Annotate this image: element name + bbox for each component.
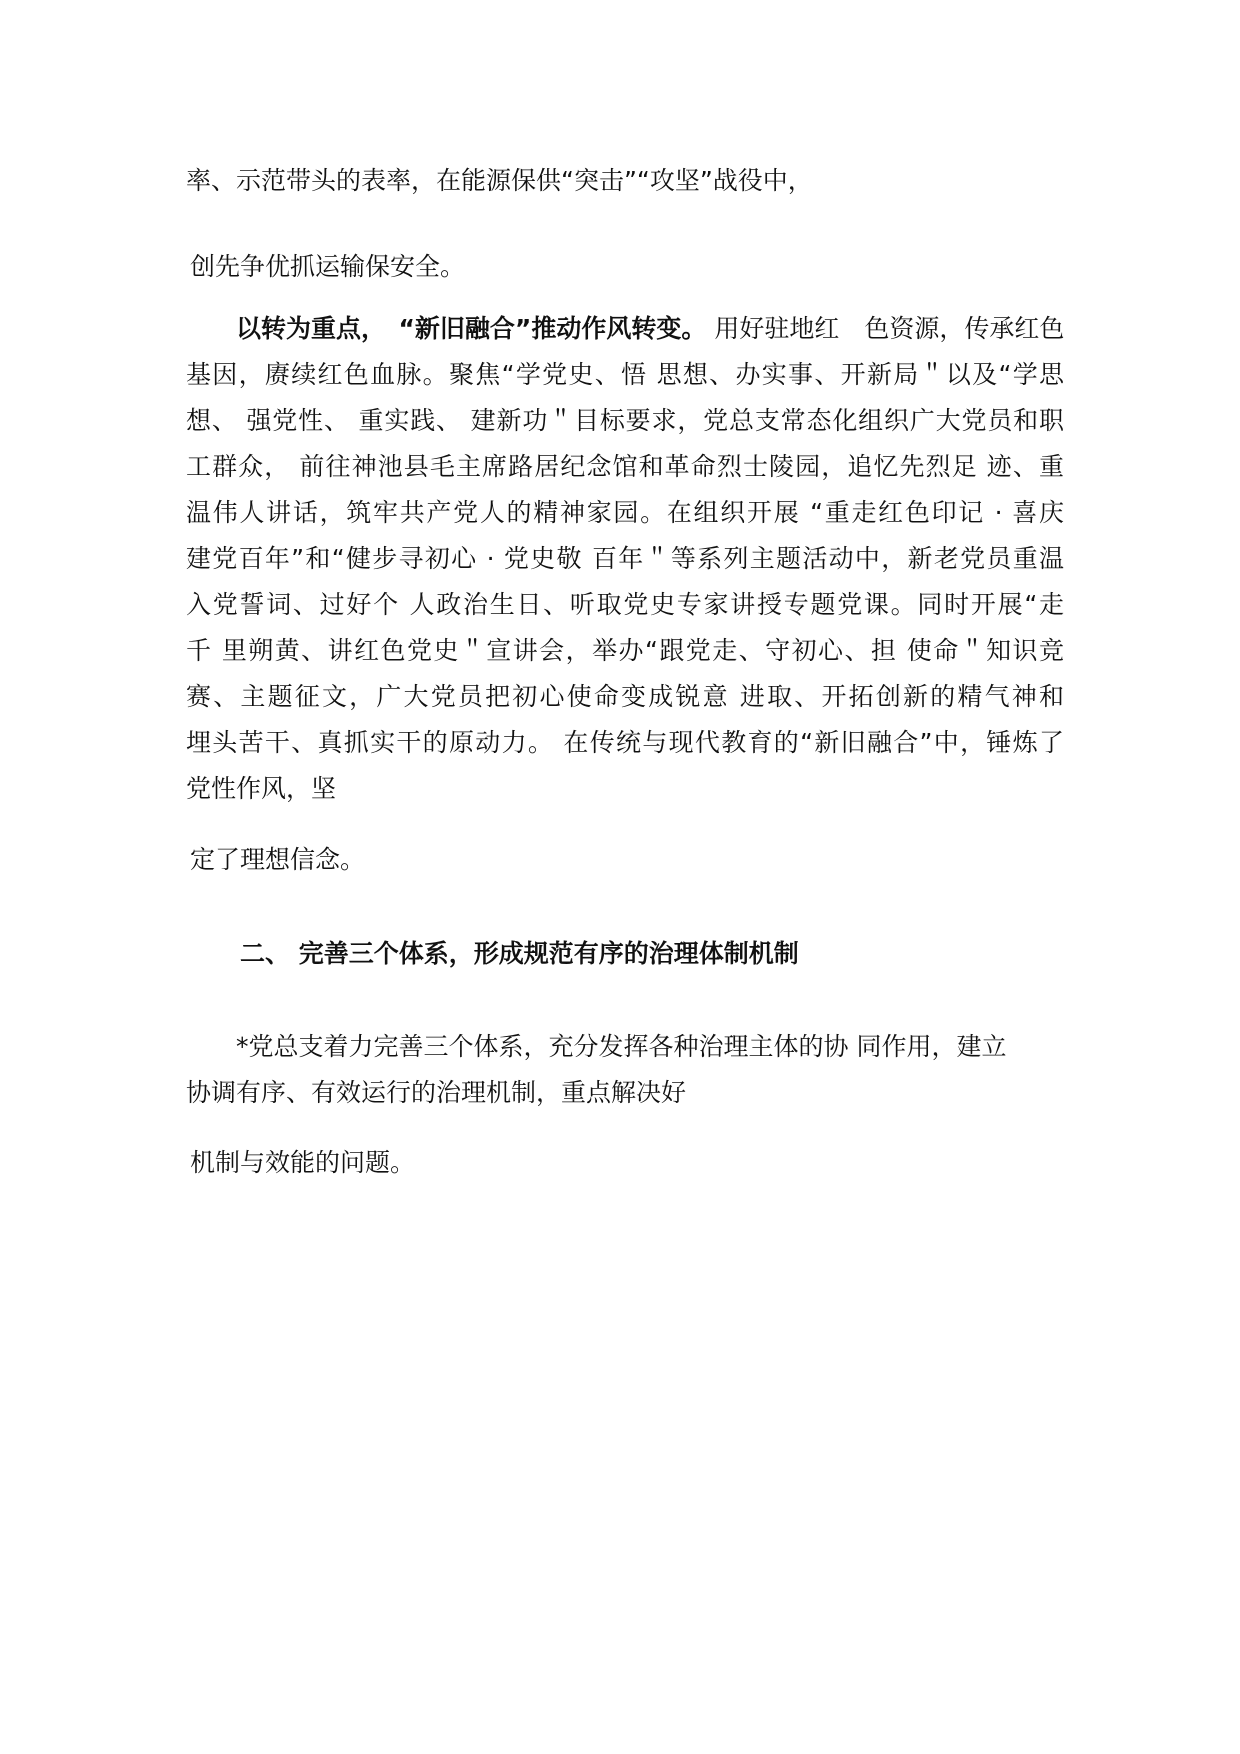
text-line: 机制与效能的问题。	[190, 1148, 416, 1177]
text-line: 协调有序、有效运行的治理机制，重点解决好	[186, 1078, 687, 1107]
text-line: 赛、主题征文，广大党员把初心使命变成锐意 进取、开拓创新的精气神和	[186, 682, 1064, 711]
text-line: 创先争优抓运输保安全。	[190, 252, 466, 281]
section-heading: 二、 完善三个体系，形成规范有序的治理体制机制	[240, 939, 799, 968]
paragraph-lead-bold: 以转为重点， “新旧融合”推动作风转变。	[236, 314, 707, 343]
paragraph-lead-text: 用好驻地红 色资源，传承红色	[706, 314, 1065, 343]
text-line: 千 里朔黄、讲红色党史＂宣讲会，举办“跟党走、守初心、担 使命＂知识竞	[186, 636, 1064, 665]
text-line: 率、示范带头的表率，在能源保供“突击”“攻坚”战役中，	[186, 166, 813, 195]
text-line: 建党百年”和“健步寻初心 · 党史敬 百年＂等系列主题活动中，新老党员重温	[186, 544, 1064, 573]
text-line: 埋头苦干、真抓实干的原动力。 在传统与现代教育的“新旧融合”中，锤炼了	[186, 728, 1064, 757]
text-line: 想、 强党性、 重实践、 建新功＂目标要求，党总支常态化组织广大党员和职	[186, 406, 1064, 435]
text-line: 基因，赓续红色血脉。聚焦“学党史、悟 思想、办实事、开新局＂以及“学思	[186, 360, 1064, 389]
text-line: 定了理想信念。	[190, 845, 366, 874]
text-line: 党性作风，坚	[186, 774, 337, 803]
text-line: *党总支着力完善三个体系，充分发挥各种治理主体的协 同作用，建立	[236, 1032, 1007, 1061]
paragraph-lead-line	[186, 313, 1064, 345]
text-line: 入党誓词、过好个 人政治生日、听取党史专家讲授专题党课。同时开展“走	[186, 590, 1064, 619]
text-line: 温伟人讲话，筑牢共产党人的精神家园。在组织开展 “重走红色印记 · 喜庆	[186, 498, 1064, 527]
text-line: 工群众， 前往神池县毛主席路居纪念馆和革命烈士陵园，追忆先烈足 迹、重	[186, 452, 1064, 481]
